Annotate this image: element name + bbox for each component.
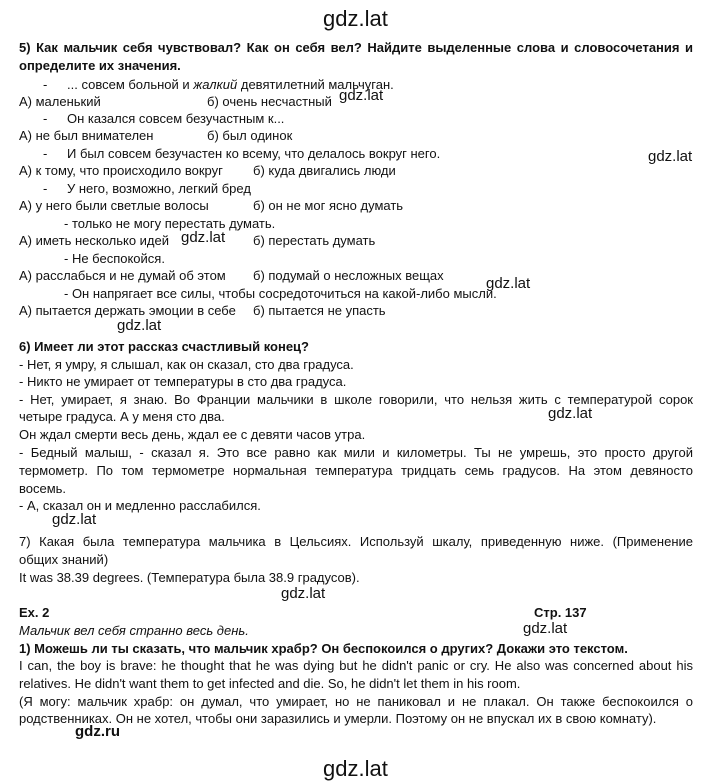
task5-q3-option-a: А) к тому, что происходило вокруг bbox=[19, 163, 223, 178]
q1-italic: жалкий bbox=[193, 77, 238, 92]
dash: - bbox=[43, 77, 48, 92]
task5-q3-option-b: б) куда двигались люди bbox=[253, 163, 396, 178]
task5-q5-option-a: А) иметь несколько идей bbox=[19, 233, 170, 248]
task5-q7-option-b: б) пытается не упасть bbox=[253, 303, 386, 318]
watermark: gdz.lat bbox=[117, 317, 162, 334]
task5-q7-option-a: А) пытается держать эмоции в себе bbox=[19, 303, 236, 318]
ex2-english-line2: relatives. He didn't want them to get infected and die. So, he didn't let them in his room. bbox=[19, 676, 521, 691]
task5-q2-option-b: б) был одинок bbox=[207, 128, 293, 143]
ex2-russian-line2: родственниках. Он не хотел, чтобы они заразились и умерли. Поэтому он не впускал их в свою комнату). bbox=[19, 711, 657, 726]
task5-q4-option-b: б) он не мог ясно думать bbox=[253, 198, 404, 213]
task7-line2: общих знаний) bbox=[19, 552, 109, 567]
ex2-page: Стр. 137 bbox=[534, 605, 587, 620]
task5-q7: - Он напрягает все силы, чтобы сосредоточиться на какой-либо мысли. bbox=[64, 286, 497, 301]
task6-line3a: - Нет, умирает, я знаю. Во Франции мальчики в школе говорили, что нельзя жить с температурой сорок bbox=[19, 392, 693, 407]
task5-title-line1: 5) Как мальчик себя чувствовал? Как он себя вел? Найдите выделенные слова и словосочетания и bbox=[19, 40, 693, 55]
task6-line4: Он ждал смерти весь день, ждал ее с девяти часов утра. bbox=[19, 427, 366, 442]
watermark-bottom: gdz.lat bbox=[323, 756, 388, 781]
ex2-italic-sentence: Мальчик вел себя странно весь день. bbox=[19, 623, 249, 638]
task5-q1-option-b: б) очень несчастный bbox=[207, 94, 332, 109]
task5-q1-option-a: А) маленький bbox=[19, 94, 101, 109]
watermark: gdz.lat bbox=[523, 620, 568, 637]
task6-line5a: - Бедный малыш, - сказал я. Это все равно как мили и километры. Ты не умрешь, это просто другой bbox=[19, 445, 693, 460]
task6-line5c: восемь. bbox=[19, 481, 67, 496]
task5-q5-option-b: б) перестать думать bbox=[253, 233, 376, 248]
task7-answer: It was 38.39 degrees. (Температура была 38.9 градусов). bbox=[19, 570, 360, 585]
watermark: gdz.lat bbox=[181, 229, 226, 246]
task5-q2-dash: - bbox=[43, 111, 48, 126]
task6-line2: - Никто не умирает от температуры в сто два градуса. bbox=[19, 374, 347, 389]
task5-q4-dash: - bbox=[43, 181, 48, 196]
task6-line3b: четыре градуса. А у меня сто два. bbox=[19, 409, 225, 424]
q1-post: девятилетний мальчуган. bbox=[237, 77, 394, 92]
task5-q3: И был совсем безучастен ко всему, что делалось вокруг него. bbox=[67, 146, 441, 161]
q1-pre: ... совсем больной и bbox=[67, 77, 194, 92]
task5-q4: У него, возможно, легкий бред bbox=[67, 181, 251, 196]
task6-line5b: термометр. По том термометре нормальная температура тридцать семь градусов. На этом девяносто bbox=[19, 463, 693, 478]
task5-q5: - только не могу перестать думать. bbox=[64, 216, 276, 231]
watermark-gdz-ru: gdz.ru bbox=[75, 723, 120, 740]
task7-line1: 7) Какая была температура мальчика в Цельсиях. Используй шкалу, приведенную ниже. (Применение bbox=[19, 534, 693, 549]
task5-q3-dash: - bbox=[43, 146, 48, 161]
watermark-top: gdz.lat bbox=[323, 6, 388, 31]
watermark: gdz.lat bbox=[52, 511, 97, 528]
watermark: gdz.lat bbox=[486, 275, 531, 292]
watermark: gdz.lat bbox=[281, 585, 326, 602]
task5-q6-option-b: б) подумай о несложных вещах bbox=[253, 268, 444, 283]
task5-title-line2: определите их значения. bbox=[19, 58, 181, 73]
watermark: gdz.lat bbox=[548, 405, 593, 422]
task6-line6: - А, сказал он и медленно расслабился. bbox=[19, 498, 261, 513]
task5-q2: Он казался совсем безучастным к... bbox=[67, 111, 285, 126]
task6-title: 6) Имеет ли этот рассказ счастливый конец? bbox=[19, 339, 309, 354]
task5-q4-option-a: А) у него были светлые волосы bbox=[19, 198, 209, 213]
task5-q6-option-a: А) расслабься и не думай об этом bbox=[19, 268, 226, 283]
ex2-english-line1: I can, the boy is brave: he thought that he was dying but he didn't panic or cry. He also was concerned about his bbox=[19, 658, 693, 673]
task5-q2-option-a: А) не был внимателен bbox=[19, 128, 154, 143]
ex2-question-title: 1) Можешь ли ты сказать, что мальчик храбр? Он беспокоился о других? Докажи это текстом. bbox=[19, 641, 628, 656]
task5-q6: - Не беспокойся. bbox=[64, 251, 165, 266]
watermark: gdz.lat bbox=[339, 87, 384, 104]
ex2-russian-line1: (Я могу: мальчик храбр: он думал, что умирает, но не паниковал и не плакал. Он также беспокоился о bbox=[19, 694, 693, 709]
ex2-label: Ex. 2 bbox=[19, 605, 50, 620]
task6-line1: - Нет, я умру, я слышал, как он сказал, сто два градуса. bbox=[19, 357, 354, 372]
watermark: gdz.lat bbox=[648, 148, 693, 165]
